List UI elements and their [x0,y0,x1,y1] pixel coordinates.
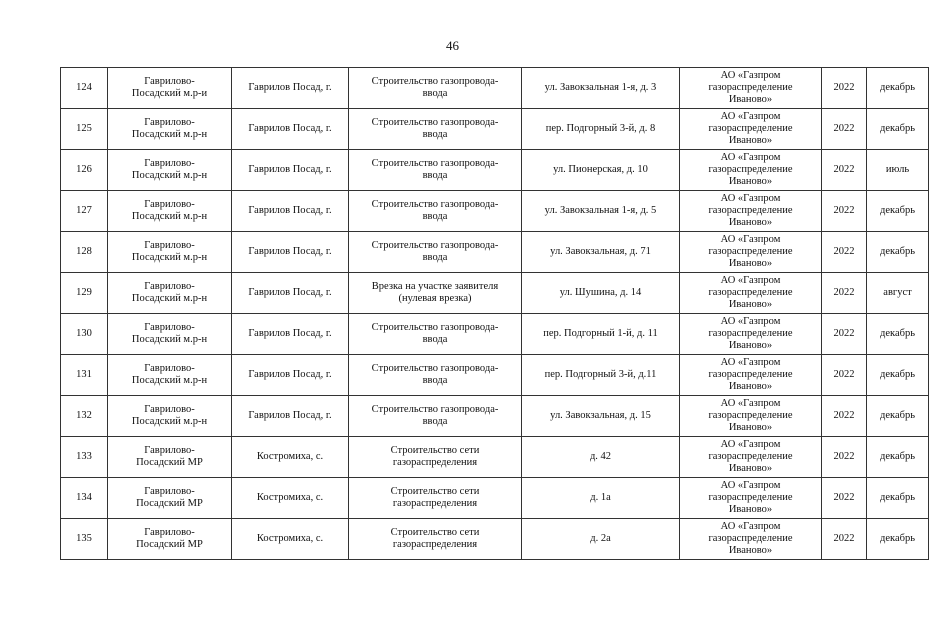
address-cell [522,191,680,232]
organization-cell-line: Иваново» [728,135,773,146]
organization-cell-line: Иваново» [728,217,773,228]
table-row [61,232,929,273]
organization-cell-line: Иваново» [728,504,773,515]
organization-cell-line: АО «Газпром [720,316,781,327]
organization-cell-line: Иваново» [728,94,773,105]
district-cell [108,68,232,109]
work-type-cell [349,273,522,314]
district-cell-line: Посадский м.р-н [131,416,208,427]
district-cell-line: Гаврилово- [144,486,195,497]
month-cell [867,519,929,560]
row-number-line: 131 [76,369,92,380]
settlement-cell-line: Гаврилов Посад, г. [248,246,332,257]
address-cell [522,519,680,560]
organization-cell-line: АО «Газпром [720,152,781,163]
organization-cell-line: газораспределение [708,328,793,339]
address-cell-line: ул. Завокзальная, д. 71 [550,246,651,257]
gas-works-table [60,67,929,560]
district-cell-line: Гаврилово- [144,445,195,456]
address-cell-line: пер. Подгорный 3-й, д.11 [544,369,657,380]
year-cell-line: 2022 [833,82,855,93]
settlement-cell [232,519,349,560]
month-cell [867,314,929,355]
organization-cell [680,314,822,355]
settlement-cell-line: Гаврилов Посад, г. [248,164,332,175]
work-type-cell [349,437,522,478]
year-cell [822,437,867,478]
settlement-cell-line: Гаврилов Посад, г. [248,410,332,421]
work-type-cell-line: ввода [422,334,448,345]
work-type-cell-line: ввода [422,375,448,386]
row-number-line: 130 [76,328,92,339]
organization-cell-line: газораспределение [708,492,793,503]
year-cell [822,478,867,519]
district-cell-line: Посадский м.р-н [131,334,208,345]
page-number: 46 [446,38,459,53]
table-row [61,273,929,314]
work-type-cell-line: газораспределения [392,539,478,550]
address-cell-line: ул. Шушина, д. 14 [559,287,642,298]
organization-cell-line: АО «Газпром [720,439,781,450]
district-cell-line: Посадский МР [136,457,203,468]
organization-cell [680,273,822,314]
organization-cell-line: Иваново» [728,463,773,474]
address-cell [522,314,680,355]
district-cell [108,355,232,396]
month-cell [867,109,929,150]
year-cell [822,396,867,437]
settlement-cell [232,355,349,396]
district-cell [108,232,232,273]
row-number [61,355,108,396]
organization-cell [680,232,822,273]
address-cell-line: ул. Пионерская, д. 10 [553,164,648,175]
address-cell-line: пер. Подгорный 1-й, д. 11 [543,328,658,339]
organization-cell [680,191,822,232]
settlement-cell [232,273,349,314]
work-type-cell-line: Строительство сети [390,486,480,497]
settlement-cell-line: Костромиха, с. [256,492,324,503]
work-type-cell [349,109,522,150]
table-row [61,478,929,519]
settlement-cell-line: Гаврилов Посад, г. [248,328,332,339]
year-cell-line: 2022 [833,369,855,380]
organization-cell-line: АО «Газпром [720,521,781,532]
organization-cell-line: АО «Газпром [720,398,781,409]
address-cell [522,150,680,191]
settlement-cell [232,437,349,478]
month-cell [867,232,929,273]
district-cell-line: Гаврилово- [144,117,195,128]
row-number-line: 134 [76,492,92,503]
address-cell-line: ул. Завокзальная, д. 15 [550,410,651,421]
row-number [61,478,108,519]
address-cell-line: д. 1а [590,492,611,503]
district-cell-line: Посадский м.р-н [131,252,208,263]
work-type-cell-line: Строительство газопровода- [371,158,499,169]
organization-cell-line: АО «Газпром [720,480,781,491]
district-cell [108,519,232,560]
year-cell [822,314,867,355]
address-cell-line: ул. Завокзальная 1-я, д. 5 [544,205,657,216]
month-cell [867,478,929,519]
district-cell [108,396,232,437]
organization-cell [680,150,822,191]
district-cell-line: Посадский м.р-и [131,88,208,99]
address-cell [522,273,680,314]
organization-cell [680,478,822,519]
work-type-cell-line: Строительство газопровода- [371,76,499,87]
organization-cell-line: газораспределение [708,410,793,421]
row-number-line: 133 [76,451,92,462]
organization-cell-line: Иваново» [728,176,773,187]
district-cell-line: Гаврилово- [144,404,195,415]
year-cell [822,68,867,109]
organization-cell-line: газораспределение [708,246,793,257]
year-cell-line: 2022 [833,328,855,339]
settlement-cell [232,478,349,519]
month-cell-line: декабрь [880,82,915,93]
year-cell [822,355,867,396]
address-cell [522,478,680,519]
year-cell-line: 2022 [833,205,855,216]
address-cell [522,355,680,396]
month-cell-line: декабрь [880,328,915,339]
district-cell-line: Посадский МР [136,539,203,550]
row-number-line: 127 [76,205,92,216]
organization-cell [680,437,822,478]
work-type-cell [349,355,522,396]
settlement-cell [232,109,349,150]
month-cell-line: август [883,287,912,298]
table-row [61,68,929,109]
organization-cell-line: газораспределение [708,164,793,175]
organization-cell-line: газораспределение [708,123,793,134]
year-cell-line: 2022 [833,246,855,257]
table-row [61,109,929,150]
month-cell [867,355,929,396]
table-row [61,355,929,396]
district-cell-line: Гаврилово- [144,199,195,210]
settlement-cell-line: Гаврилов Посад, г. [248,205,332,216]
organization-cell [680,519,822,560]
district-cell [108,478,232,519]
district-cell-line: Гаврилово- [144,281,195,292]
organization-cell-line: Иваново» [728,340,773,351]
row-number-line: 129 [76,287,92,298]
district-cell-line: Посадский м.р-н [131,293,208,304]
organization-cell-line: газораспределение [708,369,793,380]
organization-cell-line: АО «Газпром [720,357,781,368]
district-cell [108,437,232,478]
month-cell-line: декабрь [880,205,915,216]
year-cell [822,273,867,314]
work-type-cell-line: ввода [422,252,448,263]
table-row [61,314,929,355]
work-type-cell-line: Строительство газопровода- [371,117,499,128]
settlement-cell-line: Гаврилов Посад, г. [248,123,332,134]
district-cell [108,150,232,191]
organization-cell [680,68,822,109]
work-type-cell-line: Строительство сети [390,527,480,538]
organization-cell-line: АО «Газпром [720,70,781,81]
month-cell [867,396,929,437]
work-type-cell [349,150,522,191]
row-number [61,150,108,191]
row-number-line: 128 [76,246,92,257]
month-cell-line: декабрь [880,492,915,503]
organization-cell [680,396,822,437]
work-type-cell [349,68,522,109]
district-cell-line: Посадский м.р-н [131,129,208,140]
row-number-line: 132 [76,410,92,421]
year-cell [822,191,867,232]
row-number [61,437,108,478]
settlement-cell-line: Костромиха, с. [256,533,324,544]
address-cell-line: ул. Завокзальная 1-я, д. 3 [544,82,657,93]
organization-cell [680,109,822,150]
table-row [61,150,929,191]
work-type-cell [349,478,522,519]
settlement-cell [232,232,349,273]
table-row [61,396,929,437]
organization-cell-line: АО «Газпром [720,111,781,122]
settlement-cell [232,314,349,355]
year-cell-line: 2022 [833,451,855,462]
work-type-cell-line: ввода [422,416,448,427]
district-cell-line: Гаврилово- [144,158,195,169]
district-cell-line: Посадский м.р-н [131,375,208,386]
table-body [61,68,929,560]
work-type-cell [349,232,522,273]
address-cell [522,437,680,478]
row-number [61,191,108,232]
settlement-cell [232,396,349,437]
organization-cell [680,355,822,396]
district-cell-line: Посадский м.р-н [131,170,208,181]
year-cell-line: 2022 [833,123,855,134]
work-type-cell-line: ввода [422,170,448,181]
work-type-cell-line: Строительство газопровода- [371,240,499,251]
organization-cell-line: газораспределение [708,205,793,216]
district-cell-line: Гаврилово- [144,363,195,374]
year-cell [822,150,867,191]
organization-cell-line: АО «Газпром [720,193,781,204]
month-cell [867,437,929,478]
organization-cell-line: Иваново» [728,545,773,556]
work-type-cell [349,396,522,437]
work-type-cell-line: Строительство газопровода- [371,199,499,210]
month-cell-line: декабрь [880,451,915,462]
work-type-cell [349,191,522,232]
year-cell [822,232,867,273]
row-number-line: 125 [76,123,92,134]
district-cell [108,273,232,314]
row-number-line: 126 [76,164,92,175]
district-cell-line: Гаврилово- [144,240,195,251]
month-cell [867,68,929,109]
work-type-cell-line: ввода [422,129,448,140]
district-cell [108,191,232,232]
address-cell [522,232,680,273]
table-row [61,191,929,232]
work-type-cell [349,314,522,355]
month-cell-line: декабрь [880,410,915,421]
work-type-cell-line: ввода [422,88,448,99]
address-cell [522,109,680,150]
organization-cell-line: газораспределение [708,82,793,93]
district-cell-line: Гаврилово- [144,322,195,333]
district-cell-line: Гаврилово- [144,76,195,87]
table-row [61,519,929,560]
work-type-cell-line: Строительство газопровода- [371,404,499,415]
organization-cell-line: Иваново» [728,299,773,310]
district-cell [108,109,232,150]
address-cell [522,396,680,437]
settlement-cell [232,150,349,191]
month-cell [867,191,929,232]
organization-cell-line: газораспределение [708,533,793,544]
year-cell-line: 2022 [833,533,855,544]
work-type-cell-line: Строительство сети [390,445,480,456]
month-cell [867,273,929,314]
month-cell [867,150,929,191]
work-type-cell [349,519,522,560]
row-number [61,273,108,314]
month-cell-line: декабрь [880,533,915,544]
district-cell-line: Гаврилово- [144,527,195,538]
organization-cell-line: Иваново» [728,258,773,269]
year-cell-line: 2022 [833,287,855,298]
settlement-cell-line: Гаврилов Посад, г. [248,287,332,298]
organization-cell-line: Иваново» [728,381,773,392]
row-number [61,396,108,437]
row-number [61,314,108,355]
month-cell-line: июль [885,164,910,175]
row-number [61,519,108,560]
work-type-cell-line: Строительство газопровода- [371,363,499,374]
month-cell-line: декабрь [880,369,915,380]
settlement-cell [232,191,349,232]
settlement-cell [232,68,349,109]
table-row [61,437,929,478]
district-cell-line: Посадский МР [136,498,203,509]
work-type-cell-line: Строительство газопровода- [371,322,499,333]
row-number [61,68,108,109]
settlement-cell-line: Гаврилов Посад, г. [248,369,332,380]
organization-cell-line: АО «Газпром [720,234,781,245]
address-cell-line: д. 42 [589,451,612,462]
work-type-cell-line: газораспределения [392,457,478,468]
year-cell-line: 2022 [833,410,855,421]
row-number-line: 135 [76,533,92,544]
year-cell [822,109,867,150]
row-number [61,232,108,273]
settlement-cell-line: Гаврилов Посад, г. [248,82,332,93]
organization-cell-line: газораспределение [708,287,793,298]
year-cell-line: 2022 [833,164,855,175]
address-cell-line: пер. Подгорный 3-й, д. 8 [545,123,656,134]
work-type-cell-line: Врезка на участке заявителя [371,281,499,292]
address-cell-line: д. 2а [590,533,611,544]
settlement-cell-line: Костромиха, с. [256,451,324,462]
address-cell [522,68,680,109]
month-cell-line: декабрь [880,123,915,134]
work-type-cell-line: (нулевая врезка) [398,293,472,304]
work-type-cell-line: газораспределения [392,498,478,509]
year-cell [822,519,867,560]
district-cell [108,314,232,355]
organization-cell-line: Иваново» [728,422,773,433]
year-cell-line: 2022 [833,492,855,503]
district-cell-line: Посадский м.р-н [131,211,208,222]
row-number [61,109,108,150]
month-cell-line: декабрь [880,246,915,257]
row-number-line: 124 [76,82,92,93]
organization-cell-line: АО «Газпром [720,275,781,286]
organization-cell-line: газораспределение [708,451,793,462]
work-type-cell-line: ввода [422,211,448,222]
